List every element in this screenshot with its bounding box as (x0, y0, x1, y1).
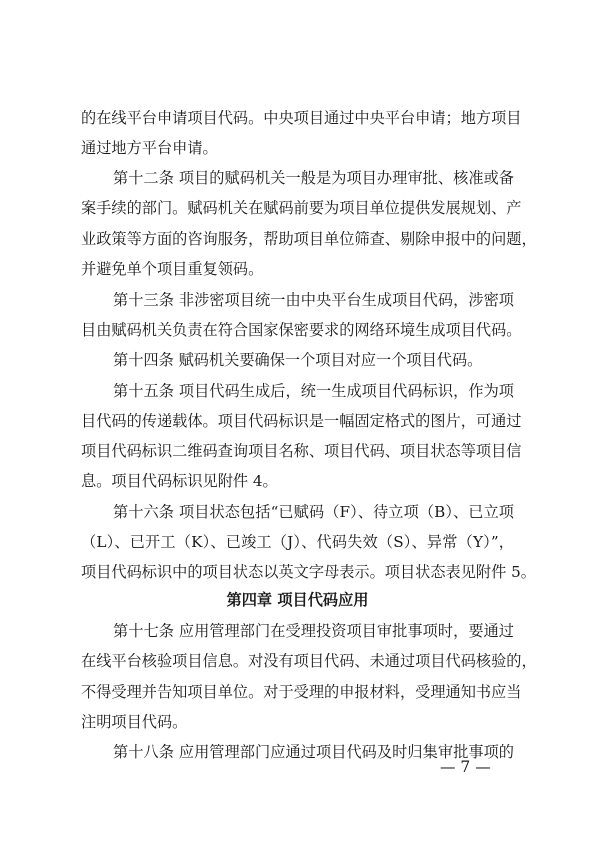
article-17-line: 第十七条 应用管理部门在受理投资项目审批事项时，要通过 (113, 622, 514, 640)
text-line: 注明项目代码。 (81, 713, 188, 731)
text-line: 业政策等方面的咨询服务，帮助项目单位筛查、剔除申报中的问题， (81, 230, 537, 248)
page-number: — 7 — (440, 758, 491, 776)
text-line: 并避免单个项目重复领码。 (81, 260, 264, 278)
text-line: 息。项目代码标识见附件 4。 (81, 472, 278, 490)
text-line: （L）、已开工（K）、已竣工（J）、代码失效（S）、异常（Y）”， (81, 533, 514, 551)
text-line: 通过地方平台申请。 (81, 139, 218, 157)
text-line: 项目代码标识二维码查询项目名称、项目代码、项目状态等项目信 (81, 442, 522, 460)
text-line: 的在线平台申请项目代码。中央项目通过中央平台申请；地方项目 (81, 109, 522, 127)
text-line: 目由赋码机关负责在符合国家保密要求的网络环境生成项目代码。 (81, 321, 522, 339)
text-line: 不得受理并告知项目单位。对于受理的申报材料，受理通知书应当 (81, 683, 522, 701)
article-16-line: 第十六条 项目状态包括“已赋码（F）、待立项（B）、已立项 (113, 503, 514, 521)
article-12-line: 第十二条 项目的赋码机关一般是为项目办理审批、核准或备 (113, 169, 514, 187)
text-line: 目代码的传递载体。项目代码标识是一幅固定格式的图片，可通过 (81, 412, 522, 430)
text-line: 项目代码标识中的项目状态以英文字母表示。项目状态表见附件 5。 (81, 563, 536, 581)
article-18-line: 第十八条 应用管理部门应通过项目代码及时归集审批事项的 (113, 743, 514, 761)
article-13-line: 第十三条 非涉密项目统一由中央平台生成项目代码，涉密项 (113, 291, 514, 309)
article-14-line: 第十四条 赋码机关要确保一个项目对应一个项目代码。 (113, 351, 483, 369)
article-15-line: 第十五条 项目代码生成后，统一生成项目代码标识，作为项 (113, 382, 514, 400)
text-line: 案手续的部门。赋码机关在赋码前要为项目单位提供发展规划、产 (81, 199, 522, 217)
text-line: 在线平台核验项目信息。对没有项目代码、未通过项目代码核验的， (81, 652, 537, 670)
chapter-heading: 第四章 项目代码应用 (226, 591, 369, 609)
